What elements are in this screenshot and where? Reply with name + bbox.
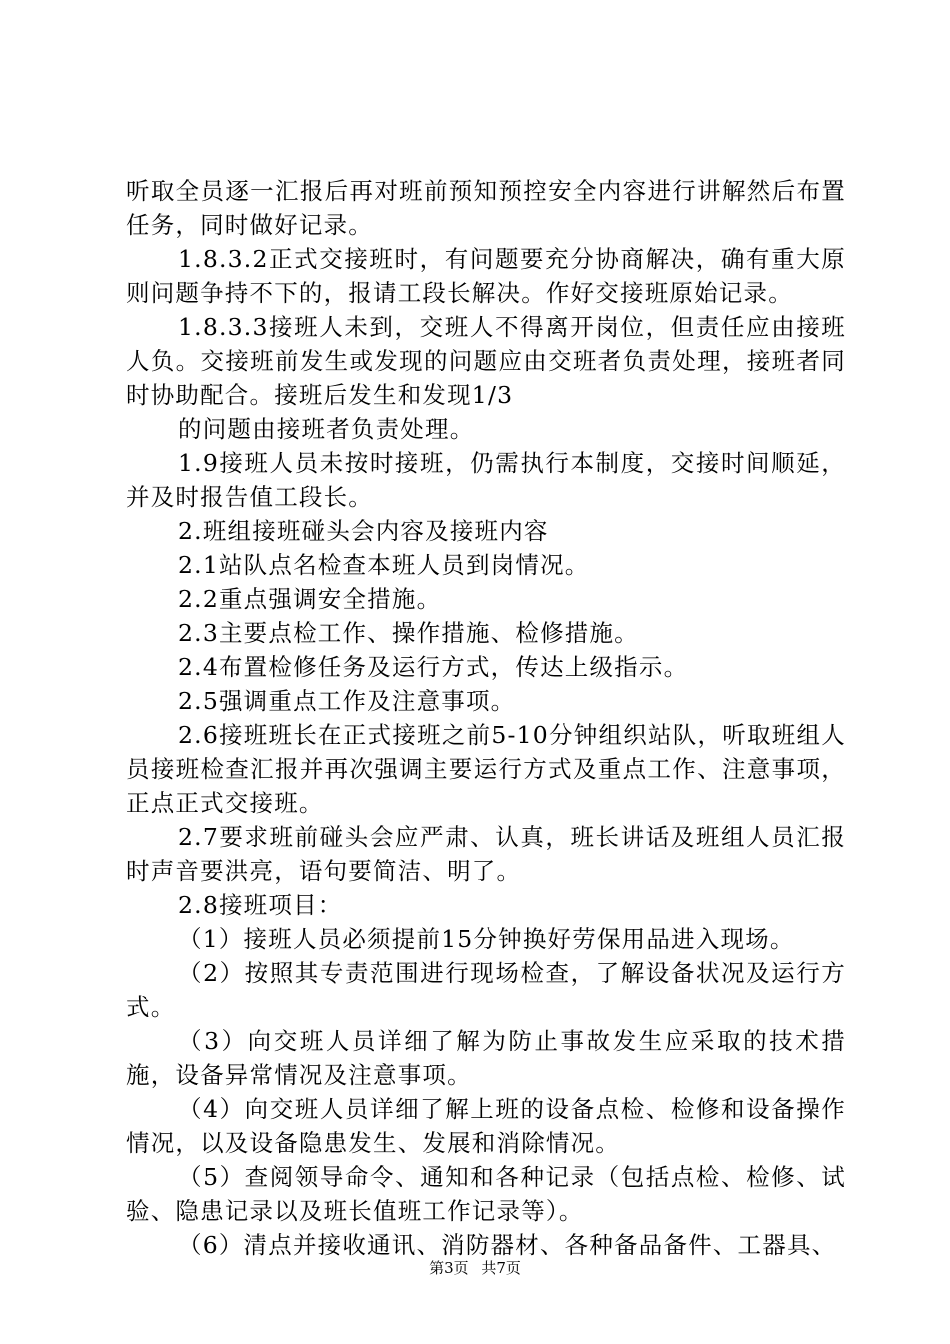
paragraph: 2.5强调重点工作及注意事项。 xyxy=(178,687,516,715)
paragraph: 2.7要求班前碰头会应严肃、认真，班长讲话及班组人员汇报时声音要洪亮，语句要简洁、明了。 xyxy=(126,823,846,885)
paragraph: 1.8.3.2正式交接班时，有问题要充分协商解决，确有重大原则问题争持不下的，报请工段长解决。作好交接班原始记录。 xyxy=(126,245,846,307)
paragraph: （4）向交班人员详细了解上班的设备点检、检修和设备操作情况，以及设备隐患发生、发展和消除情况。 xyxy=(126,1095,846,1157)
paragraph: 2.8接班项目： xyxy=(178,891,343,919)
page-footer xyxy=(0,1258,950,1278)
paragraph: 1.8.3.3接班人未到，交班人不得离开岗位，但责任应由接班人负。交接班前发生或发现的问题应由交班者负责处理，接班者同时协助配合。接班后发生和发现1/3 xyxy=(126,313,846,409)
paragraph: 2.2重点强调安全措施。 xyxy=(178,585,442,613)
paragraph: （1）接班人员必须提前15分钟换好劳保用品进入现场。 xyxy=(178,925,795,953)
paragraph: 1.9接班人员未按时接班，仍需执行本制度，交接时间顺延，并及时报告值工段长。 xyxy=(126,449,846,511)
paragraph: （6）清点并接收通讯、消防器材、各种备品备件、工器具、 xyxy=(178,1231,837,1259)
paragraph: 的问题由接班者负责处理。 xyxy=(178,415,475,443)
paragraph: 2.4布置检修任务及运行方式，传达上级指示。 xyxy=(178,653,689,681)
paragraph: （5）查阅领导命令、通知和各种记录（包括点检、检修、试验、隐患记录以及班长值班工作记录等）。 xyxy=(126,1163,846,1225)
document-body xyxy=(126,174,846,1262)
paragraph: 2.6接班班长在正式接班之前5-10分钟组织站队，听取班组人员接班检查汇报并再次强调主要运行方式及重点工作、注意事项，正点正式交接班。 xyxy=(126,721,846,817)
paragraph: 听取全员逐一汇报后再对班前预知预控安全内容进行讲解然后布置任务，同时做好记录。 xyxy=(126,177,846,239)
paragraph: （2）按照其专责范围进行现场检查，了解设备状况及运行方式。 xyxy=(126,959,846,1021)
paragraph: 2.3主要点检工作、操作措施、检修措施。 xyxy=(178,619,639,647)
page-number: 第3页 xyxy=(429,1259,469,1277)
paragraph: （3）向交班人员详细了解为防止事故发生应采取的技术措施，设备异常情况及注意事项。 xyxy=(126,1027,846,1089)
paragraph: 2.1站队点名检查本班人员到岗情况。 xyxy=(178,551,590,579)
page-total: 共7页 xyxy=(481,1259,521,1277)
paragraph: 2.班组接班碰头会内容及接班内容 xyxy=(178,517,549,545)
